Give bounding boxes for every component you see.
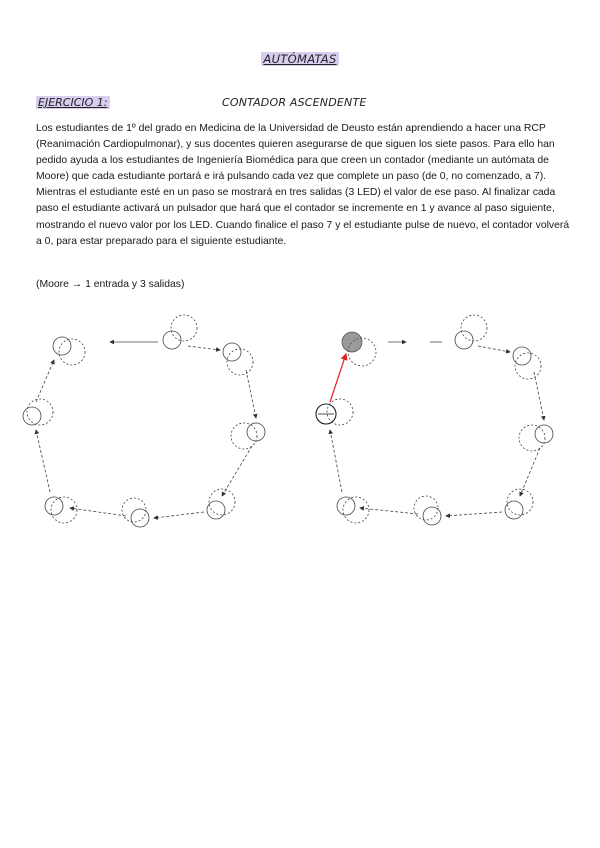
reset-state-node	[316, 399, 353, 425]
state-node	[505, 489, 533, 519]
state-node	[519, 425, 553, 451]
state-node	[455, 315, 487, 349]
state-node	[337, 497, 369, 523]
moore-note: (Moore → 1 entrada y 3 salidas)	[36, 279, 185, 290]
state-node	[207, 489, 235, 519]
exercise-title: CONTADOR ASCENDENTE	[222, 96, 367, 109]
exercise-statement: Los estudiantes de 1º del grado en Medicina de la Universidad de Deusto están aprendiendo a hacer una RCP (Reanimación Cardiopulmonar), y sus docentes quieren asegurarse de que siguen los siete pasos. Para ello han pedido ayuda a los estudiantes de Ingeniería Biomédica para que creen un contador (mediante un autómata de Moore) que cada estudiante portará e irá pulsando cada vez que complete un paso (de 0, no comenzado, a 7). Mientras el estudiante esté en un paso se mostrará en tres salidas (3 LED) el valor de ese paso. Al finalizar cada paso el estudiante activará un pulsador que hará que el contador se incremente en 1 y avance al paso siguiente, mostrando el nuevo valor por los LED. Cuando finalice el paso 7 y el estudiante pulse de nuevo, el contador volverá a 0, para estar preparado para el siguiente estudiante.	[36, 123, 570, 247]
state-node	[23, 399, 53, 425]
state-node	[53, 337, 85, 365]
state-diagrams	[0, 300, 600, 540]
reset-transition	[330, 354, 346, 402]
document-title: AUTÓMATAS	[263, 52, 337, 66]
state-node	[163, 315, 197, 349]
state-node	[45, 497, 77, 523]
state-node	[223, 343, 253, 375]
state-node	[122, 498, 149, 527]
exercise-label: EJERCICIO 1:	[38, 96, 108, 109]
state-node	[231, 423, 265, 449]
initial-state-node	[342, 332, 376, 366]
right-state-diagram	[316, 315, 553, 525]
left-state-diagram	[23, 315, 265, 527]
state-node	[414, 496, 441, 525]
state-node	[513, 347, 541, 379]
